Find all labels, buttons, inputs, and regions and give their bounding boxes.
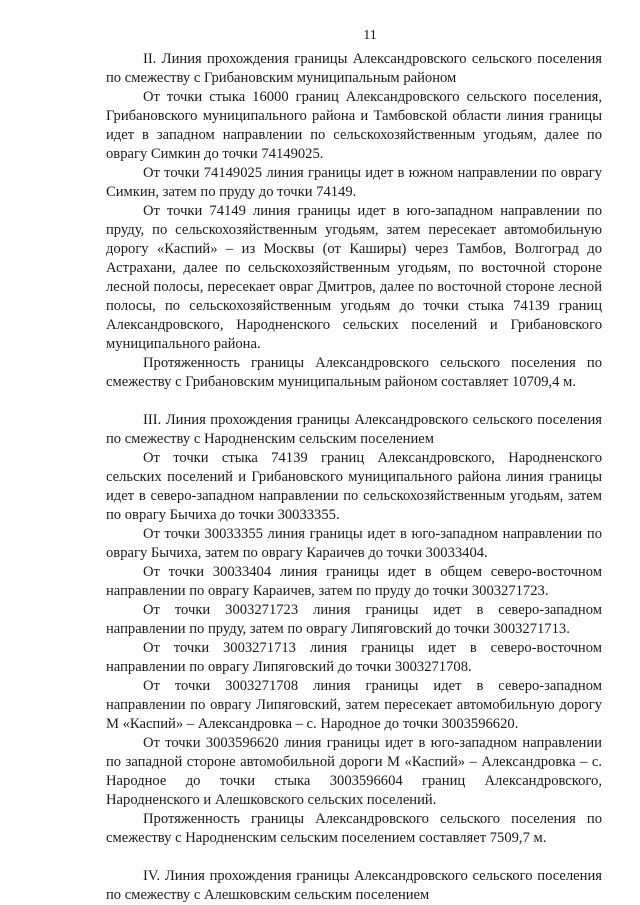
page-number: 11 <box>363 28 377 43</box>
section-3 <box>106 411 602 848</box>
paragraph: От точки 30033404 линия границы идет в общем северо-восточном направлении по оврагу Караичев, затем по пруду до точки 3003271723. <box>106 564 602 599</box>
paragraph: От точки стыка 16000 границ Александровского сельского поселения, Грибановского муниципального района и Тамбовской области линия границы идет в западном направлении по сельскохозяйственным угодьям, далее по оврагу Симкин до точки 74149025. <box>106 89 602 162</box>
paragraph: От точки 74149025 линия границы идет в южном направлении по оврагу Симкин, затем по пруду до точки 74149. <box>106 165 602 200</box>
paragraph: От точки 3003271713 линия границы идет в северо-восточном направлении по оврагу Липяговский до точки 3003271708. <box>106 640 602 675</box>
paragraph: От точки 30033355 линия границы идет в юго-западном направлении по оврагу Бычиха, затем по оврагу Караичев до точки 30033404. <box>106 526 602 561</box>
paragraph: От точки 74149 линия границы идет в юго-западном направлении по пруду, по сельскохозяйственным угодьям, затем пересекает автомобильную дорогу «Каспий» – из Москвы (от Каширы) через Тамбов, Волгоград до Астрахани, далее по сельскохозяйственным угодьям, по восточной стороне лесной полосы, пересекает овраг Дмитров, далее по восточной стороне лесной полосы, по сельскохозяйственным угодьям до точки стыка 74139 границ Александровского, Народненского сельских поселений и Грибановского муниципального района. <box>106 203 602 352</box>
paragraph: От точки 3003596620 линия границы идет в юго-западном направлении по западной стороне автомобильной дороги М «Каспий» – Александровка – с. Народное до точки стыка 3003596604 границ Александровского, Народненского и Алешковского сельских поселений. <box>106 735 602 808</box>
paragraph: Протяженность границы Александровского сельского поселения по смежеству с Народненским сельским поселением составляет 7509,7 м. <box>106 811 602 846</box>
paragraph: Протяженность границы Александровского сельского поселения по смежеству с Грибановским муниципальным районом составляет 10709,4 м. <box>106 355 602 390</box>
section-2 <box>106 50 602 392</box>
section-heading: IV. Линия прохождения границы Александровского сельского поселения по смежеству с Алешковским сельским поселением <box>106 868 602 903</box>
paragraph: От точки 3003271708 линия границы идет в северо-западном направлении по оврагу Липяговский, затем пересекает автомобильную дорогу М «Каспий» – Александровка – с. Народное до точки 3003596620. <box>106 678 602 732</box>
section-heading: II. Линия прохождения границы Александровского сельского поселения по смежеству с Грибановским муниципальным районом <box>106 51 602 86</box>
paragraph: От точки 3003271723 линия границы идет в северо-западном направлении по пруду, затем по оврагу Липяговский до точки 3003271713. <box>106 602 602 637</box>
section-4 <box>106 867 602 905</box>
paragraph: От точки стыка 74139 границ Александровского, Народненского сельских поселений и Грибановского муниципального района линия границы идет в северо-западном направлении по сельскохозяйственным угодьям, затем по оврагу Бычиха до точки 30033355. <box>106 450 602 523</box>
section-heading: III. Линия прохождения границы Александровского сельского поселения по смежеству с Народненским сельским поселением <box>106 412 602 447</box>
